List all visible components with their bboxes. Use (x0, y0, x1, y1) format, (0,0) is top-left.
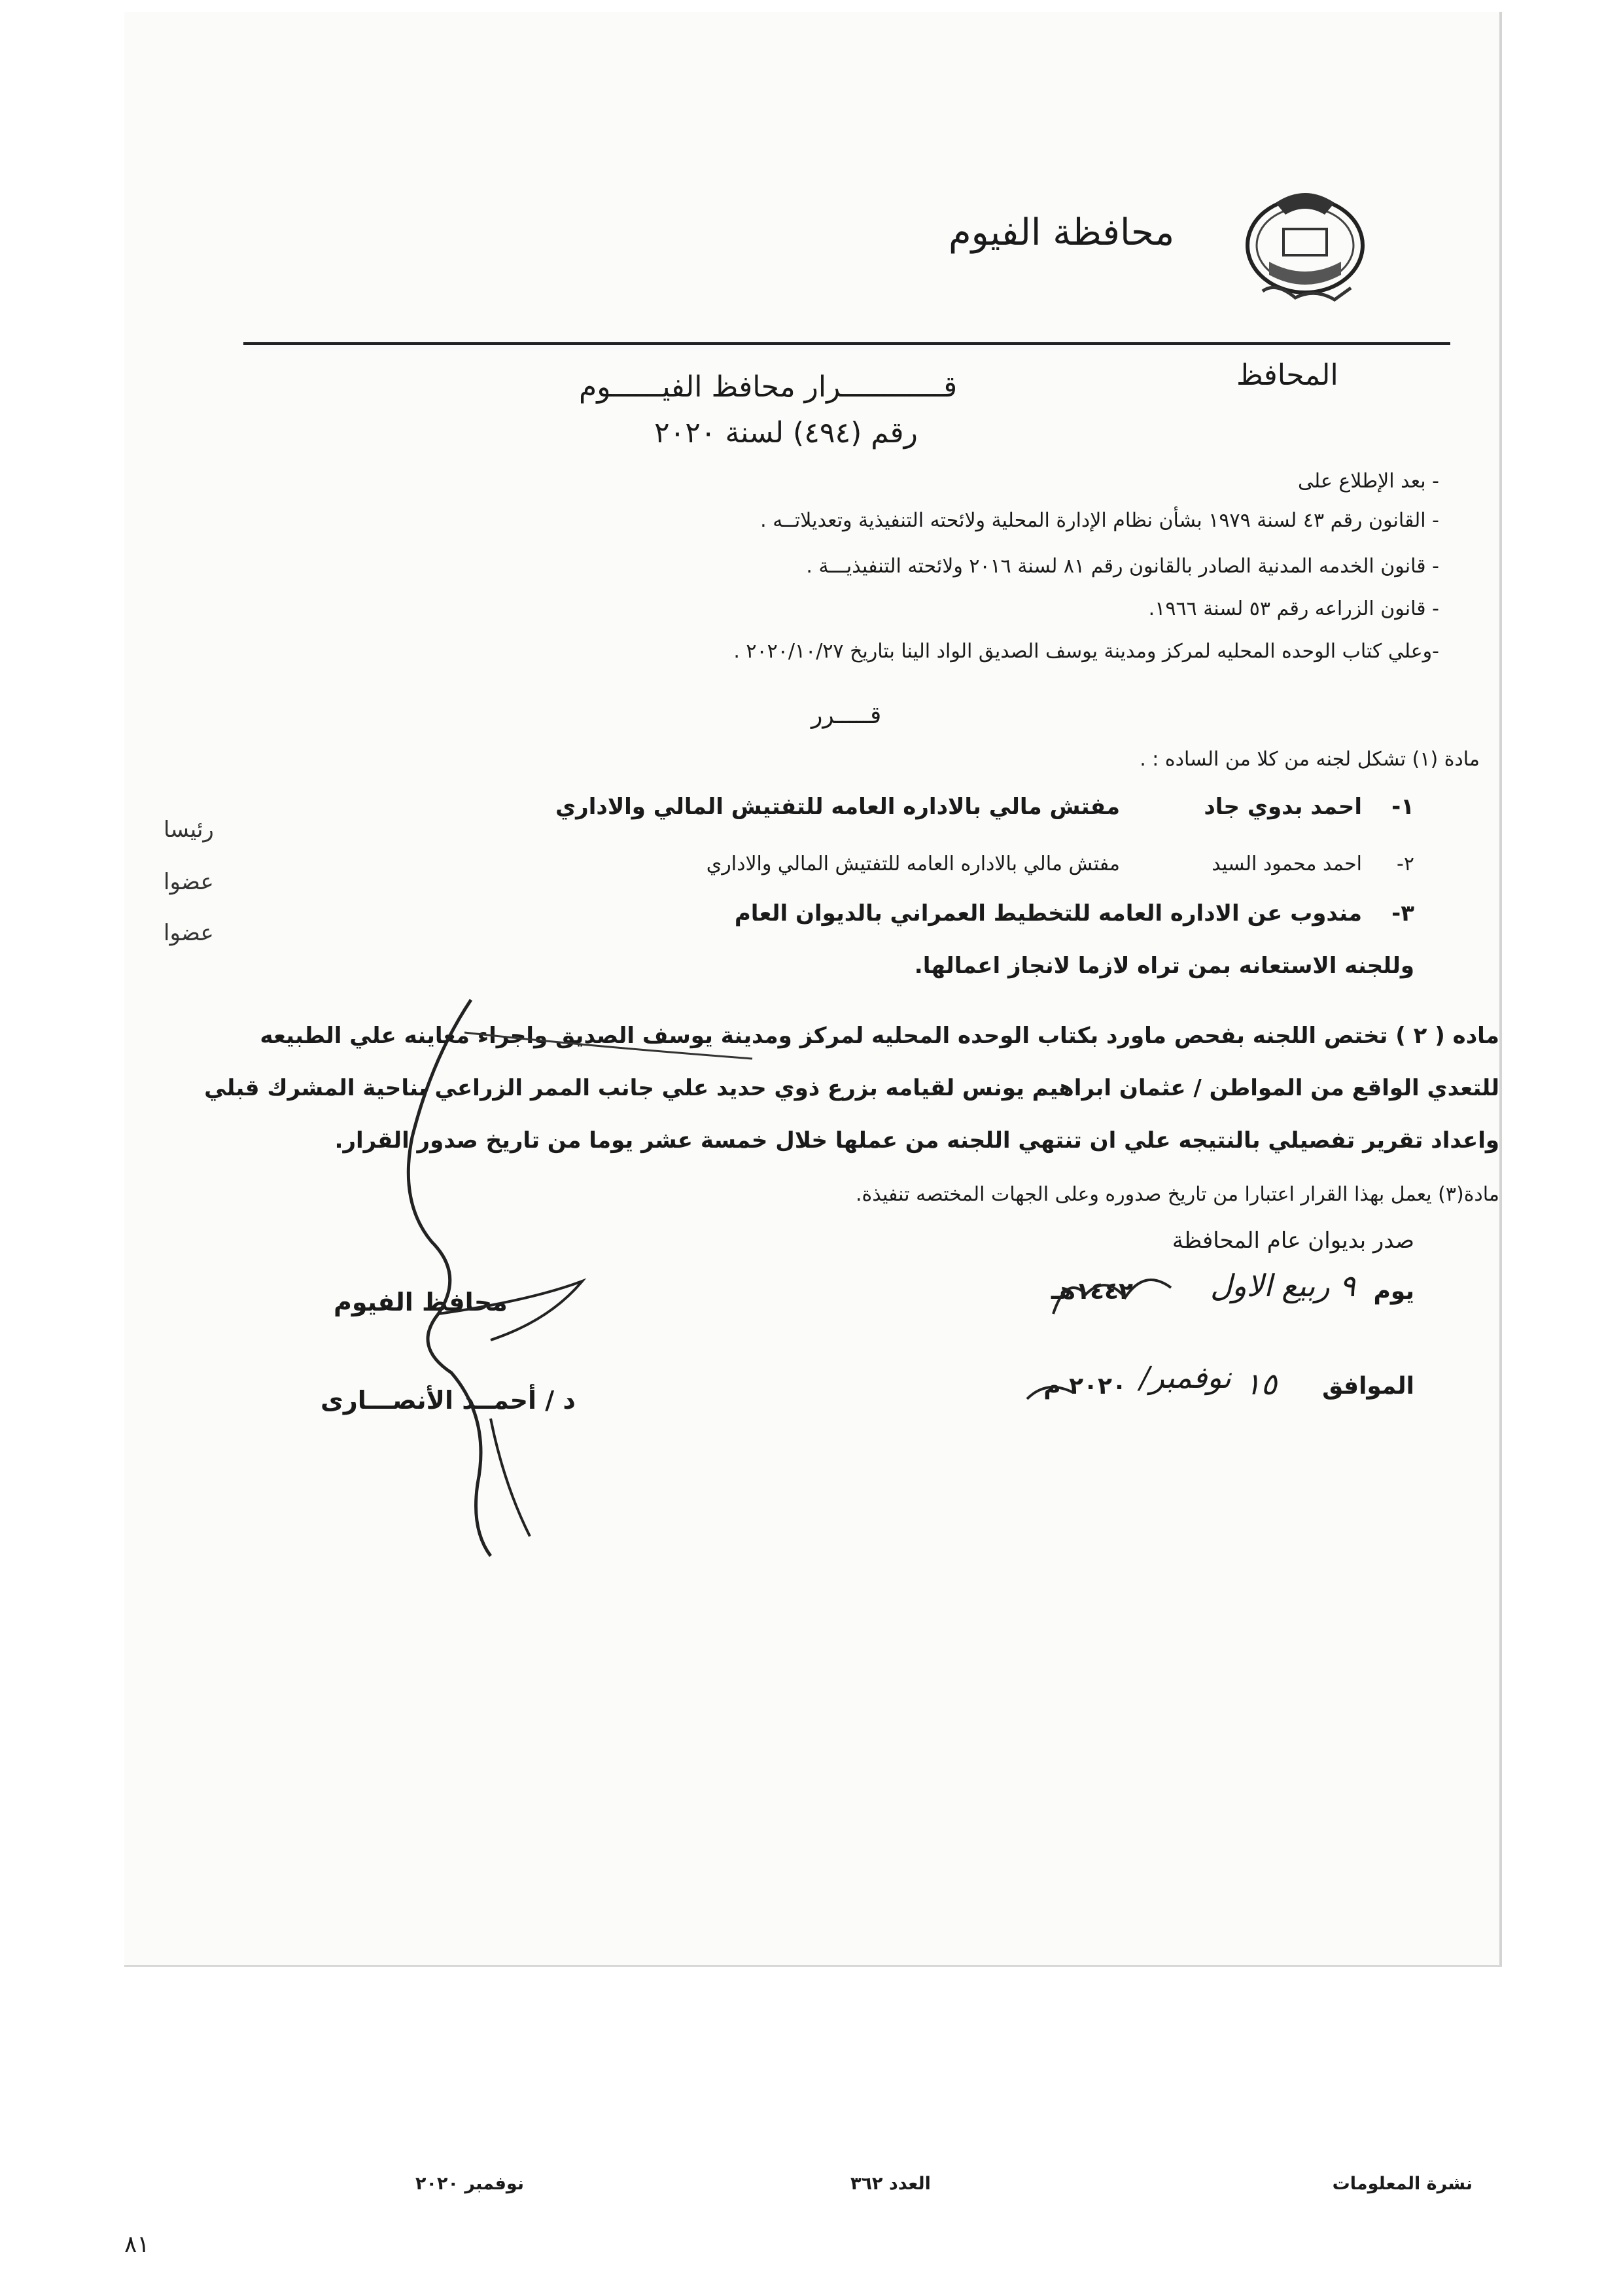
member-number: ٢- (1397, 853, 1414, 875)
article-1-note: وللجنه الاستعانه بمن تراه لازما لانجاز اعمالها. (914, 953, 1414, 979)
decision-heading: قـــــرر (811, 702, 882, 729)
member-position: مندوب عن الاداره العامه للتخطيط العمراني بالديوان العام (734, 900, 1362, 927)
article-1-intro: مادة (١) تشكل لجنه من كلا من الساده : . (1140, 748, 1480, 771)
page-number: ٨١ (124, 2231, 150, 2258)
article-2-line: ماده ( ٢ ) تختص اللجنه بفحص ماورد بكتاب الوحده المحليه لمركز ومدينة يوسف الصديق واجراء معاينه علي الطبيعه (260, 1023, 1499, 1049)
hijri-prefix: يوم (1373, 1278, 1414, 1305)
scanned-document (124, 12, 1502, 1967)
preamble-item: - القانون رقم ٤٣ لسنة ١٩٧٩ بشأن نظام الإدارة المحلية ولائحته التنفيذية وتعديلاتــه . (760, 509, 1439, 532)
preamble-intro: - بعد الإطلاع على (1298, 470, 1439, 493)
member-name: احمد محمود السيد (1212, 853, 1362, 875)
issued-at: صدر بديوان عام المحافظة (1172, 1227, 1414, 1254)
member-position: مفتش مالي بالاداره العامه للتفتيش المالي والاداري (706, 853, 1120, 875)
greg-month-handwritten: نوفمبر/ (1140, 1360, 1231, 1395)
preamble-item: - قانون الزراعه رقم ٥٣ لسنة ١٩٦٦. (1148, 597, 1439, 620)
greg-day-handwritten: ١٥ (1244, 1366, 1277, 1402)
hijri-year: ١٤٤٢هـ (1051, 1278, 1133, 1305)
greg-year: ٢٠٢٠ م (1043, 1373, 1126, 1400)
hijri-date-handwritten: ٩ ربيع الاول (1210, 1268, 1355, 1303)
article-2-line: واعداد تقرير تفصيلي بالنتيجه علي ان تنتهي اللجنه من عملها خلال خمسة عشر يوما من تاريخ صدور القرار. (334, 1127, 1499, 1154)
article-3: مادة(٣) يعمل بهذا القرار اعتبارا من تاريخ صدوره وعلى الجهات المختصه تنفيذة. (855, 1183, 1499, 1206)
member-position: مفتش مالي بالاداره العامه للتفتيش المالي والاداري (555, 794, 1120, 820)
decree-number: رقم (٤٩٤) لسنة ٢٠٢٠ (654, 416, 918, 450)
member-role: رئيسا (164, 817, 214, 843)
member-number: ١- (1391, 794, 1414, 820)
member-name: احمد بدوي جاد (1204, 794, 1362, 820)
member-role: عضوا (164, 869, 214, 895)
signatory-name: د / أحمــد الأنصـــارى (321, 1386, 576, 1415)
governorate-name: محافظة الفيوم (949, 211, 1175, 254)
preamble-item: - قانون الخدمه المدنية الصادر بالقانون رقم ٨١ لسنة ٢٠١٦ ولائحته التنفيذيـــة . (806, 555, 1439, 578)
office-title: المحافظ (1236, 359, 1338, 392)
member-number: ٣- (1391, 900, 1414, 927)
article-2-line: للتعدي الواقع من المواطن / عثمان ابراهيم يونس لقيامه بزرع ذوي حديد علي جانب الممر الزراعي بناحية المشرك قبلي (204, 1075, 1499, 1101)
preamble-item: -وعلي كتاب الوحده المحليه لمركز ومدينة يوسف الصديق الواد الينا بتاريخ ٢٠٢٠/١٠/٢٧ . (733, 640, 1439, 663)
greg-prefix: الموافق (1322, 1373, 1414, 1400)
member-role: عضوا (164, 920, 214, 946)
decree-title: قــــــــــــرار محافظ الفيــــــوم (579, 370, 958, 404)
footer-issue: العدد ٣٦٢ (850, 2174, 931, 2194)
date-handwriting-flourish (124, 12, 1499, 1965)
signatory-title: محافظ الفيوم (334, 1288, 508, 1316)
footer-date: نوفمبر ٢٠٢٠ (415, 2174, 524, 2194)
footer-publication: نشرة المعلومات (1332, 2174, 1473, 2194)
